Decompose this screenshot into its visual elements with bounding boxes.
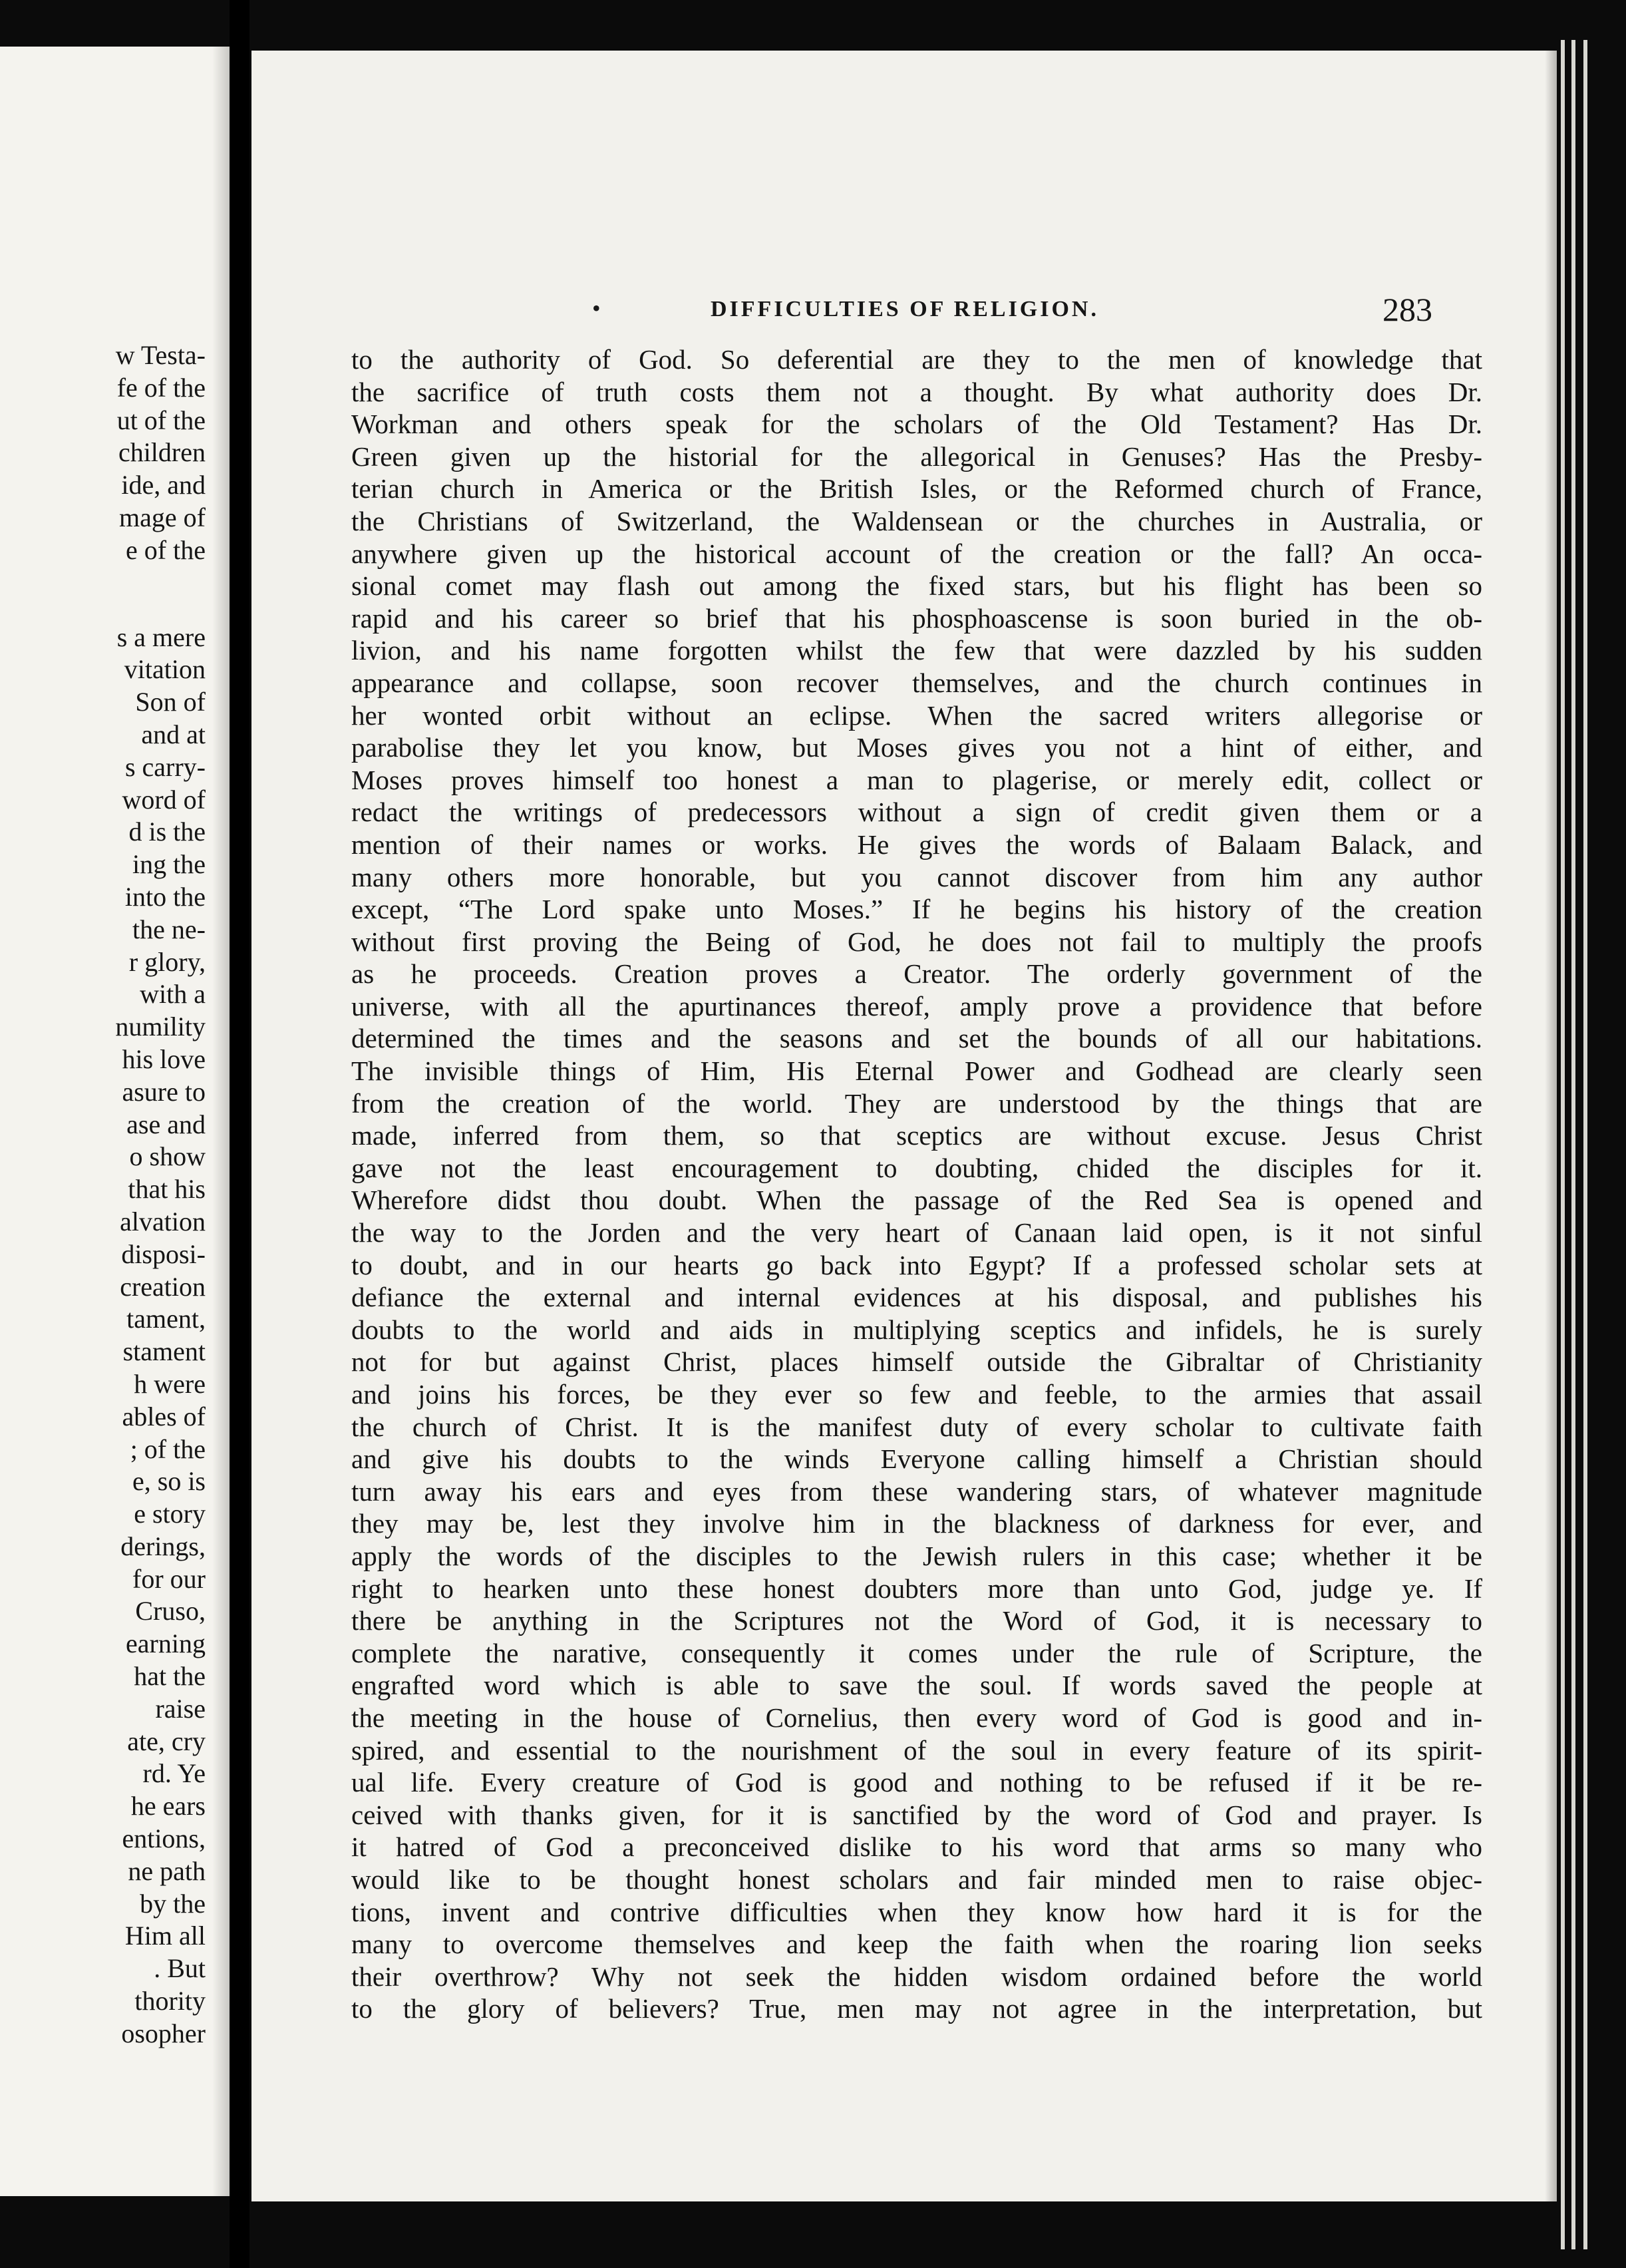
body-line: there be anything in the Scriptures not the Word of God, it is necessary to — [351, 1605, 1482, 1636]
body-line: they may be, lest they involve him in the blackness of darkness for ever, and — [351, 1508, 1482, 1539]
body-line: parabolise they let you know, but Moses gives you not a hint of either, and — [351, 732, 1482, 763]
left-page-line: s carry- — [124, 751, 206, 782]
left-page-line: ide, and — [121, 470, 206, 500]
left-page-line: Cruso, — [135, 1596, 206, 1626]
body-line: appearance and collapse, soon recover themselves, and the church continues in — [351, 667, 1482, 698]
body-line: the sacrifice of truth costs them not a thought. By what authority does Dr. — [351, 376, 1482, 407]
body-line: the church of Christ. It is the manifest duty of every scholar to cultivate faith — [351, 1411, 1482, 1442]
body-line: universe, with all the apurtinances thereof, amply prove a providence that before — [351, 990, 1482, 1022]
body-line: as he proceeds. Creation proves a Creator. The orderly government of the — [351, 958, 1482, 990]
left-page-line: he ears — [130, 1791, 206, 1821]
left-page-line: Him all — [124, 1921, 206, 1951]
left-page-line: ate, cry — [127, 1726, 206, 1756]
left-page-line: and at — [141, 719, 206, 749]
left-page-line: ables of — [122, 1401, 206, 1431]
body-line: The invisible things of Him, His Eternal Power and Godhead are clearly seen — [351, 1055, 1482, 1087]
left-page-line: children — [118, 437, 206, 468]
body-line: their overthrow? Why not seek the hidden wisdom ordained before the world — [351, 1961, 1482, 1992]
left-page-line: entions, — [122, 1823, 206, 1854]
body-line: apply the words of the disciples to the Jewish rulers in this case; whether it be — [351, 1540, 1482, 1571]
body-line: and give his doubts to the winds Everyone calling himself a Christian should — [351, 1443, 1482, 1475]
body-line: many to overcome themselves and keep the faith when the roaring lion seeks — [351, 1929, 1482, 1960]
body-line: complete the narative, consequently it comes under the rule of Scripture, the — [351, 1637, 1482, 1668]
body-line: determined the times and the seasons and set the bounds of all our habitations. — [351, 1023, 1482, 1054]
left-page-line: creation — [120, 1271, 206, 1302]
page-edge-1 — [1561, 40, 1565, 2249]
left-page-line: word of — [122, 784, 206, 815]
body-line: made, inferred from them, so that sceptics are without excuse. Jesus Christ — [351, 1120, 1482, 1151]
left-page-line: for our — [132, 1563, 206, 1594]
left-page-line: mage of — [119, 502, 206, 532]
left-page-line: fe of the — [116, 372, 206, 403]
body-line: doubts to the world and aids in multiplying sceptics and infidels, he is surely — [351, 1314, 1482, 1345]
body-line: right to hearken unto these honest doubters more than unto God, judge ye. If — [351, 1573, 1482, 1604]
left-page-line: h were — [134, 1368, 206, 1399]
page-edge-3 — [1583, 40, 1587, 2249]
body-line: and joins his forces, be they ever so few and feeble, to the armies that assail — [351, 1379, 1482, 1410]
body-line: the meeting in the house of Cornelius, then every word of God is good and in- — [351, 1702, 1482, 1733]
left-page-line: stament — [122, 1336, 206, 1367]
left-page-line: e of the — [126, 534, 206, 565]
left-page-line: his love — [122, 1043, 206, 1074]
left-page-line: . But — [154, 1953, 206, 1984]
body-line: to the authority of God. So deferential are they to the men of knowledge that — [351, 344, 1482, 375]
left-page-line: by the — [140, 1888, 206, 1919]
left-page-line: ne path — [128, 1855, 206, 1886]
body-line: Wherefore didst thou doubt. When the passage of the Red Sea is opened and — [351, 1185, 1482, 1216]
header-bullet: • — [592, 295, 601, 321]
left-page-line: ase and — [126, 1109, 206, 1139]
left-page-text-column — [0, 339, 206, 2050]
body-line: without first proving the Being of God, he does not fail to multiply the proofs — [351, 926, 1482, 957]
left-page-line: w Testa- — [115, 340, 206, 370]
left-page-line: rd. Ye — [142, 1758, 206, 1789]
left-page-line: ; of the — [130, 1433, 206, 1464]
left-page-line: asure to — [122, 1076, 206, 1107]
body-line: defiance the external and internal evidences at his disposal, and publishes his — [351, 1282, 1482, 1313]
left-page-line: e, so is — [132, 1466, 206, 1497]
running-head — [251, 290, 1557, 330]
left-page-line: into the — [124, 881, 206, 912]
body-line: livion, and his name forgotten whilst the few that were dazzled by his sudden — [351, 635, 1482, 666]
body-line: engrafted word which is able to save the soul. If words saved the people at — [351, 1670, 1482, 1701]
left-page-line: thority — [134, 1986, 206, 2016]
left-page-line: raise — [155, 1693, 206, 1724]
gutter-shadow — [212, 47, 230, 2196]
body-line: tions, invent and contrive difficulties when they know how hard it is for the — [351, 1896, 1482, 1927]
body-line: to doubt, and in our hearts go back into Egypt? If a professed scholar sets at — [351, 1249, 1482, 1280]
left-page-line: vitation — [124, 654, 206, 685]
body-line: her wonted orbit without an eclipse. When the sacred writers allegorise or — [351, 699, 1482, 731]
body-line: would like to be thought honest scholars and fair minded men to raise objec- — [351, 1863, 1482, 1895]
left-page-line: hat the — [134, 1661, 206, 1692]
left-page-line: d is the — [128, 817, 206, 847]
left-page-line — [0, 567, 206, 622]
left-page-line: ut of the — [116, 405, 206, 435]
left-page-line: tament, — [126, 1304, 206, 1334]
page-edge-2 — [1571, 40, 1575, 2249]
body-line: spired, and essential to the nourishment of the soul in every feature of its spirit- — [351, 1734, 1482, 1766]
body-line: except, “The Lord spake unto Moses.” If he begins his history of the creation — [351, 894, 1482, 925]
body-line: gave not the least encouragement to doubting, chided the disciples for it. — [351, 1152, 1482, 1183]
body-line: turn away his ears and eyes from these wandering stars, of whatever magnitude — [351, 1475, 1482, 1507]
body-line: mention of their names or works. He gives the words of Balaam Balack, and — [351, 829, 1482, 860]
body-line: Moses proves himself too honest a man to plagerise, or merely edit, collect or — [351, 764, 1482, 795]
left-page-line: derings, — [120, 1531, 206, 1561]
left-page-line: the ne- — [132, 914, 206, 944]
left-page-line: osopher — [121, 2018, 206, 2048]
left-page-line: ing the — [132, 849, 206, 880]
right-page — [251, 51, 1557, 2201]
left-page-line: numility — [115, 1012, 206, 1042]
left-page-line: with a — [140, 979, 206, 1010]
body-line: Workman and others speak for the scholars of the Old Testament? Has Dr. — [351, 409, 1482, 440]
body-line: redact the writings of predecessors without a sign of credit given them or a — [351, 797, 1482, 828]
running-title: DIFFICULTIES OF RELIGION. — [711, 297, 1099, 321]
left-page-line: disposi- — [121, 1238, 206, 1269]
body-line: rapid and his career so brief that his phosphoascense is soon buried in the ob- — [351, 602, 1482, 634]
body-line: terian church in America or the British Isles, or the Reformed church of France, — [351, 473, 1482, 504]
body-line: sional comet may flash out among the fixed stars, but his flight has been so — [351, 570, 1482, 602]
body-text-column — [351, 343, 1482, 2025]
body-line: not for but against Christ, places himself outside the Gibraltar of Christianity — [351, 1346, 1482, 1378]
page-number: 283 — [1382, 291, 1432, 328]
body-line: many others more honorable, but you cannot discover from him any author — [351, 861, 1482, 892]
left-page-line: that his — [128, 1174, 206, 1205]
body-line: anywhere given up the historical account of the creation or the fall? An occa- — [351, 538, 1482, 569]
left-page-line: earning — [126, 1628, 206, 1659]
stacked-page-edges — [1557, 40, 1626, 2249]
left-page-line: e story — [134, 1499, 206, 1529]
page-edge-shadow — [1545, 51, 1557, 2201]
left-page-line: o show — [129, 1141, 206, 1172]
left-page-line: alvation — [120, 1206, 206, 1236]
body-line: ceived with thanks given, for it is sanctified by the word of God and prayer. Is — [351, 1799, 1482, 1830]
left-page-line: Son of — [135, 687, 206, 717]
body-line: ual life. Every creature of God is good and nothing to be refused if it be re- — [351, 1767, 1482, 1798]
body-line: from the creation of the world. They are understood by the things that are — [351, 1087, 1482, 1119]
left-page-line: s a mere — [116, 622, 206, 652]
body-line: Green given up the historial for the allegorical in Genuses? Has the Presby- — [351, 441, 1482, 472]
body-line: the Christians of Switzerland, the Waldensean or the churches in Australia, or — [351, 505, 1482, 536]
body-line: the way to the Jorden and the very heart of Canaan laid open, is it not sinful — [351, 1217, 1482, 1248]
left-facing-page — [0, 47, 230, 2196]
book-spine — [230, 0, 249, 2268]
body-line: it hatred of God a preconceived dislike to his word that arms so many who — [351, 1831, 1482, 1863]
left-page-line: r glory, — [128, 946, 206, 977]
body-line: to the glory of believers? True, men may not agree in the interpretation, but — [351, 1993, 1482, 2024]
